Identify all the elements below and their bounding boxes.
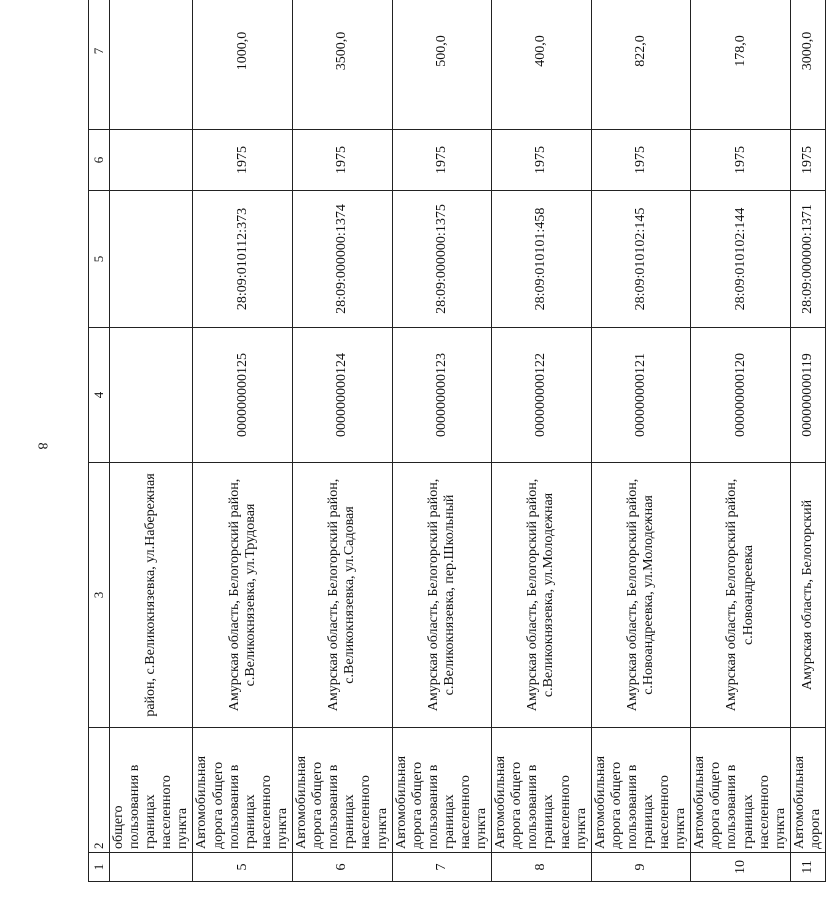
length: 1000,0 [193,0,293,130]
table-row [591,0,691,882]
road-address: район, с.Великокнязевка, ул.Набережная [110,463,193,728]
year: 1975 [691,130,791,191]
inventory-number: 000000000121 [591,328,691,463]
header-cell: 4 [89,328,110,463]
inventory-number: 000000000123 [392,328,492,463]
road-name: Автомобильная дорога общего пользования в границах населенного пункта [591,728,691,853]
table-row [193,0,293,882]
inventory-number: 000000000125 [193,328,293,463]
length: 500,0 [392,0,492,130]
length: 3000,0 [790,0,825,130]
cadastral-number: 28:09:000000:1371 [790,191,825,328]
year: 1975 [193,130,293,191]
table-row [293,0,393,882]
table-row [110,0,193,882]
road-address: Амурская область, Белогорский район, с.Новоандреевка [691,463,791,728]
table-row [790,0,825,882]
inventory-number: 000000000122 [492,328,592,463]
year: 1975 [591,130,691,191]
row-number: 8 [492,853,592,882]
header-cell: 1 [89,853,110,882]
table-row [691,0,791,882]
row-number: 6 [293,853,393,882]
road-name: Автомобильная дорога общего пользования в границах населенного пункта [691,728,791,853]
cadastral-number: 28:09:000000:1375 [392,191,492,328]
cadastral-number: 28:09:010102:145 [591,191,691,328]
row-number [110,853,193,882]
year: 1975 [293,130,393,191]
road-address: Амурская область, Белогорский район, с.Великокнязевка, ул.Трудовая [193,463,293,728]
table-row [492,0,592,882]
year: 1975 [492,130,592,191]
header-cell: 6 [89,130,110,191]
road-name: Автомобильная дорога общего пользования в границах населенного пункта [293,728,393,853]
road-name: общего пользования в границах населенного пункта [110,728,193,853]
roads-table [88,0,826,882]
inventory-number [110,328,193,463]
cadastral-number: 28:09:010101:458 [492,191,592,328]
road-address: Амурская область, Белогорский район, с.Великокнязевка, ул.Молодежная [492,463,592,728]
road-name: Автомобильная дорога [790,728,825,853]
length: 822,0 [591,0,691,130]
inventory-number: 000000000119 [790,328,825,463]
year: 1975 [790,130,825,191]
length: 400,0 [492,0,592,130]
header-cell: 3 [89,463,110,728]
header-cell: 7 [89,0,110,130]
length [110,0,193,130]
road-address: Амурская область, Белогорский [790,463,825,728]
header-cell: 2 [89,728,110,853]
cadastral-number [110,191,193,328]
road-name: Автомобильная дорога общего пользования в границах населенного пункта [193,728,293,853]
header-row [89,0,110,882]
length: 178,0 [691,0,791,130]
cadastral-number: 28:09:000000:1374 [293,191,393,328]
header-cell: 5 [89,191,110,328]
row-number: 10 [691,853,791,882]
road-address: Амурская область, Белогорский район, с.Новоандреевка, ул.Молодежная [591,463,691,728]
inventory-number: 000000000120 [691,328,791,463]
row-number: 11 [790,853,825,882]
row-number: 7 [392,853,492,882]
road-address: Амурская область, Белогорский район, с.Великокнязевка, ул.Садовая [293,463,393,728]
table-row [392,0,492,882]
year: 1975 [392,130,492,191]
road-name: Автомобильная дорога общего пользования в границах населенного пункта [392,728,492,853]
cadastral-number: 28:09:010102:144 [691,191,791,328]
row-number: 9 [591,853,691,882]
length: 3500,0 [293,0,393,130]
year [110,130,193,191]
rotated-page-content [88,22,823,882]
road-name: Автомобильная дорога общего пользования в границах населенного пункта [492,728,592,853]
page-number: 8 [34,442,50,450]
road-address: Амурская область, Белогорский район, с.Великокнязевка, пер.Школьный [392,463,492,728]
inventory-number: 000000000124 [293,328,393,463]
cadastral-number: 28:09:010112:373 [193,191,293,328]
row-number: 5 [193,853,293,882]
